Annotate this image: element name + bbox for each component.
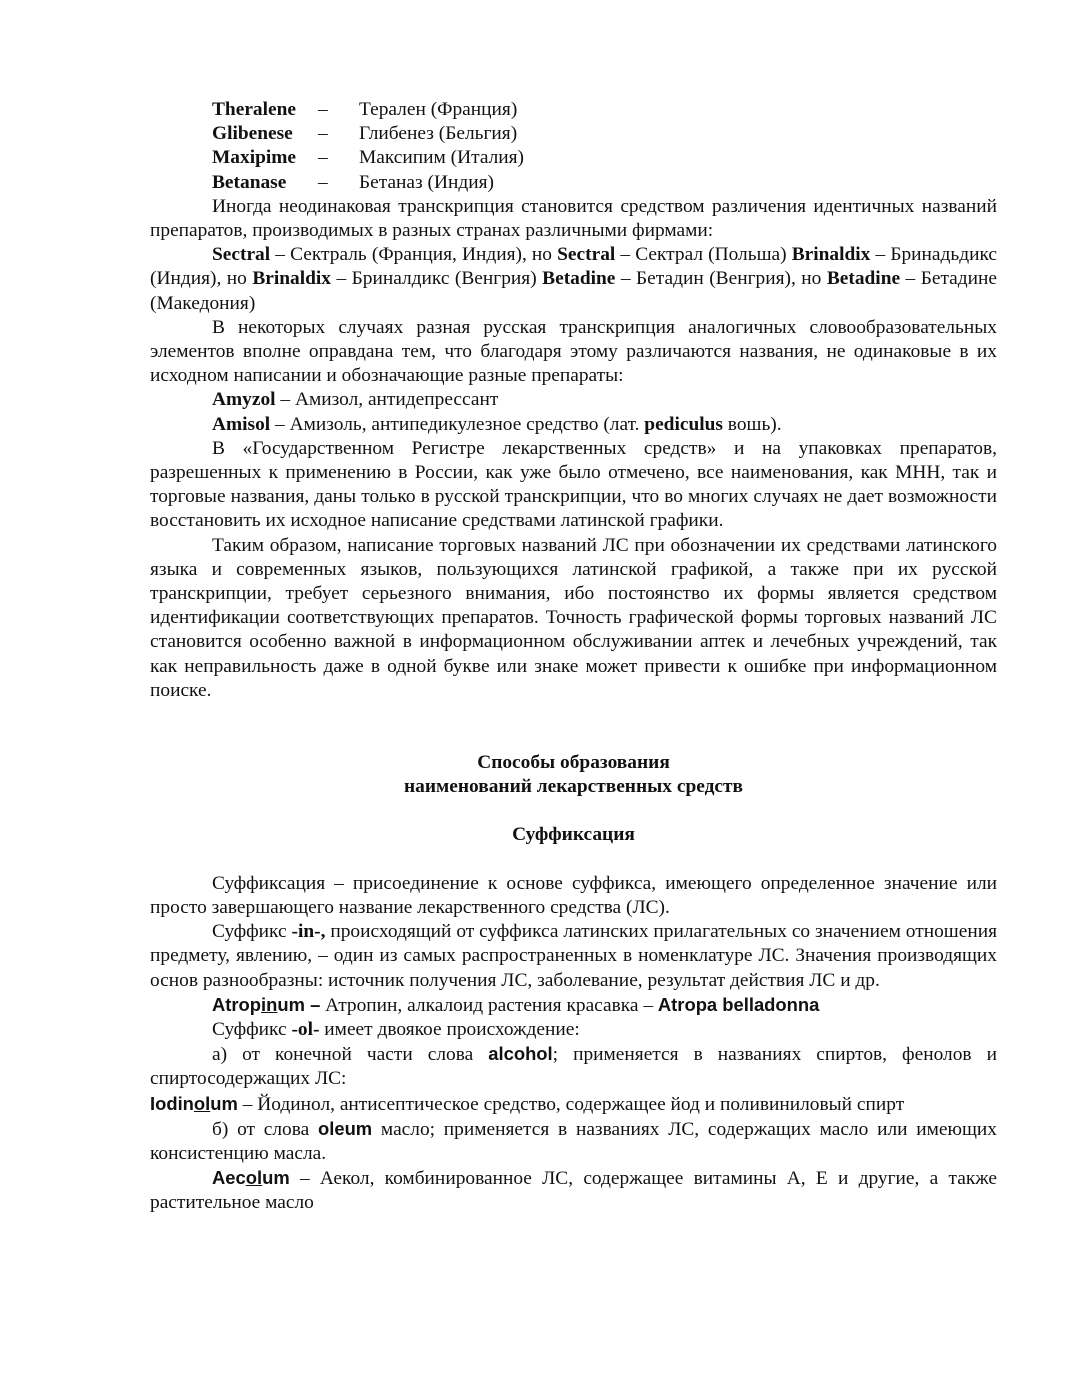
text: – Амизол, антидепрессант: [275, 389, 499, 411]
drug-pair: [212, 171, 997, 195]
latin-name: Brinaldix: [791, 244, 871, 266]
section-heading: наименований лекарственных средств: [403, 776, 743, 798]
suffix: ol: [193, 1092, 211, 1114]
drug-name-list: [150, 98, 997, 195]
dash: –: [318, 99, 328, 120]
russian-name: Максипим (Италия): [359, 147, 525, 169]
latin-name: um: [262, 1167, 290, 1189]
document-page: [150, 98, 997, 1216]
text: а) от конечной части слова: [212, 1044, 489, 1066]
text: масло; применяется в названиях ЛС, содержащих масло или имеющих консистенцию масла.: [150, 1118, 997, 1164]
dash: –: [318, 171, 328, 193]
latin-name: Brinaldix: [252, 268, 331, 290]
paragraph: [150, 1042, 997, 1091]
spacer: [150, 799, 997, 823]
paragraph: [150, 920, 997, 993]
paragraph: [212, 1018, 997, 1042]
suffix: ol: [245, 1167, 263, 1189]
latin-name: Atrop: [212, 993, 262, 1015]
example-line: [150, 1166, 997, 1215]
paragraph: [150, 1117, 997, 1166]
text: Атропин, алкалоид растения красавка –: [320, 994, 658, 1016]
suffix: -ol-: [291, 1018, 320, 1040]
latin-name: Amyzol: [212, 389, 276, 411]
paragraph: Таким образом, написание торговых названий ЛС при обозначении их средствами латинского языка и современных языков, пользующихся латинской графикой, а также при их русской транскрипции, требует серьезного внимания, ибо постоянство их формы является средством идентификации соответствующих препаратов. Точность графической формы торговых названий ЛС становится особенно важной в информационном обслуживании аптек и лечебных учреждений, так как неправильность даже в одной букве или знаке может привести к ошибке при информационном поиске.: [150, 534, 997, 701]
dash: –: [318, 123, 328, 145]
latin-name: Betadine: [826, 268, 901, 290]
example-line: [212, 993, 997, 1018]
text: – Йодинол, антисептическое средство, содержащее йод и поливиниловый спирт: [237, 1093, 905, 1115]
latin-word: oleum: [318, 1117, 373, 1139]
text: – Бетадин (Венгрия), но: [615, 268, 827, 290]
spacer: [150, 703, 997, 751]
latin-name: Atropa belladonna: [657, 993, 820, 1015]
text: вошь).: [722, 413, 782, 435]
latin-word: pediculus: [644, 413, 723, 435]
paragraph: В некоторых случаях разная русская транскрипция аналогичных словообразовательных элементов вполне оправдана тем, что благодаря этому различаются названия, не одинаковые в их исходном написании и обозначающие разные препараты:: [150, 316, 997, 387]
russian-name: Бетаназ (Индия): [359, 171, 495, 193]
section-heading: Способы образования: [477, 752, 670, 774]
text: имеет двоякое происхождение:: [319, 1018, 580, 1040]
latin-name: Betanase: [212, 171, 287, 193]
latin-name: Maxipime: [212, 147, 297, 169]
suffix: -in-,: [291, 921, 326, 943]
subsection-heading: Суффиксация: [512, 824, 635, 846]
latin-name: Aec: [212, 1167, 246, 1189]
latin-name: Amisol: [212, 413, 271, 435]
russian-name: Глибенез (Бельгия): [359, 123, 518, 145]
latin-name: um: [210, 1092, 238, 1114]
drug-pair: [212, 146, 997, 170]
latin-name: Sectral: [212, 244, 271, 266]
text: Суффикс: [212, 921, 292, 943]
text: – Бринадьдикс (Индия), но: [150, 244, 998, 290]
russian-name: Терален (Франция): [359, 99, 518, 120]
latin-name: Sectral: [557, 244, 616, 266]
text: – Сектраль (Франция, Индия), но: [270, 244, 558, 266]
paragraph: Иногда неодинаковая транскрипция становится средством различения идентичных названий препаратов, производимых в разных странах различными фирмами:: [150, 195, 997, 242]
drug-pair: [212, 98, 997, 122]
latin-name: Theralene: [212, 99, 297, 120]
text: – Амизоль, антипедикулезное средство (лат.: [270, 413, 645, 435]
text: – Бриналдикс (Венгрия): [330, 268, 543, 290]
paragraph: Суффиксация – присоединение к основе суффикса, имеющего определенное значение или просто завершающего название лекарственного средства (ЛС).: [150, 872, 997, 918]
text: – Бетадине (Македония): [150, 268, 998, 314]
example-line: [150, 1092, 997, 1117]
example-line: [212, 388, 997, 412]
text: ; применяется в названиях спиртов, фенолов и спиртосодержащих ЛС:: [150, 1044, 997, 1090]
latin-name: Betadine: [542, 268, 616, 290]
text: Суффикс: [212, 1018, 292, 1040]
text: б) от слова: [212, 1118, 318, 1140]
latin-word: alcohol: [488, 1043, 553, 1065]
example-line: [212, 413, 997, 437]
dash: –: [318, 147, 328, 169]
spacer: [150, 848, 997, 872]
paragraph: В «Государственном Регистре лекарственных средств» и на упаковках препаратов, разрешенных к применению в России, как уже было отмечено, все наименования, как МНН, так и торговые названия, даны только в русской транскрипции, что во многих случаях не дает возможности восстановить их исходное написание средствами латинской графики.: [150, 437, 997, 532]
drug-pair: [212, 122, 997, 146]
latin-name: Iodin: [150, 1092, 194, 1114]
text: – Аекол, комбинированное ЛС, содержащее витамины А, Е и другие, а также растительное масло: [150, 1168, 997, 1214]
latin-name: Glibenese: [212, 123, 293, 145]
text: происходящий от суффикса латинских прилагательных со значением отношения предмету, явлению, – один из самых распространенных в номенклатуре ЛС. Значения производящих основ разнообразны: источник получения ЛС, заболевание, результат действия ЛС и др.: [150, 921, 997, 991]
text: – Сектрал (Польша): [615, 244, 792, 266]
paragraph-examples: [150, 243, 997, 316]
latin-name: um –: [277, 993, 321, 1015]
suffix: in: [261, 993, 278, 1015]
